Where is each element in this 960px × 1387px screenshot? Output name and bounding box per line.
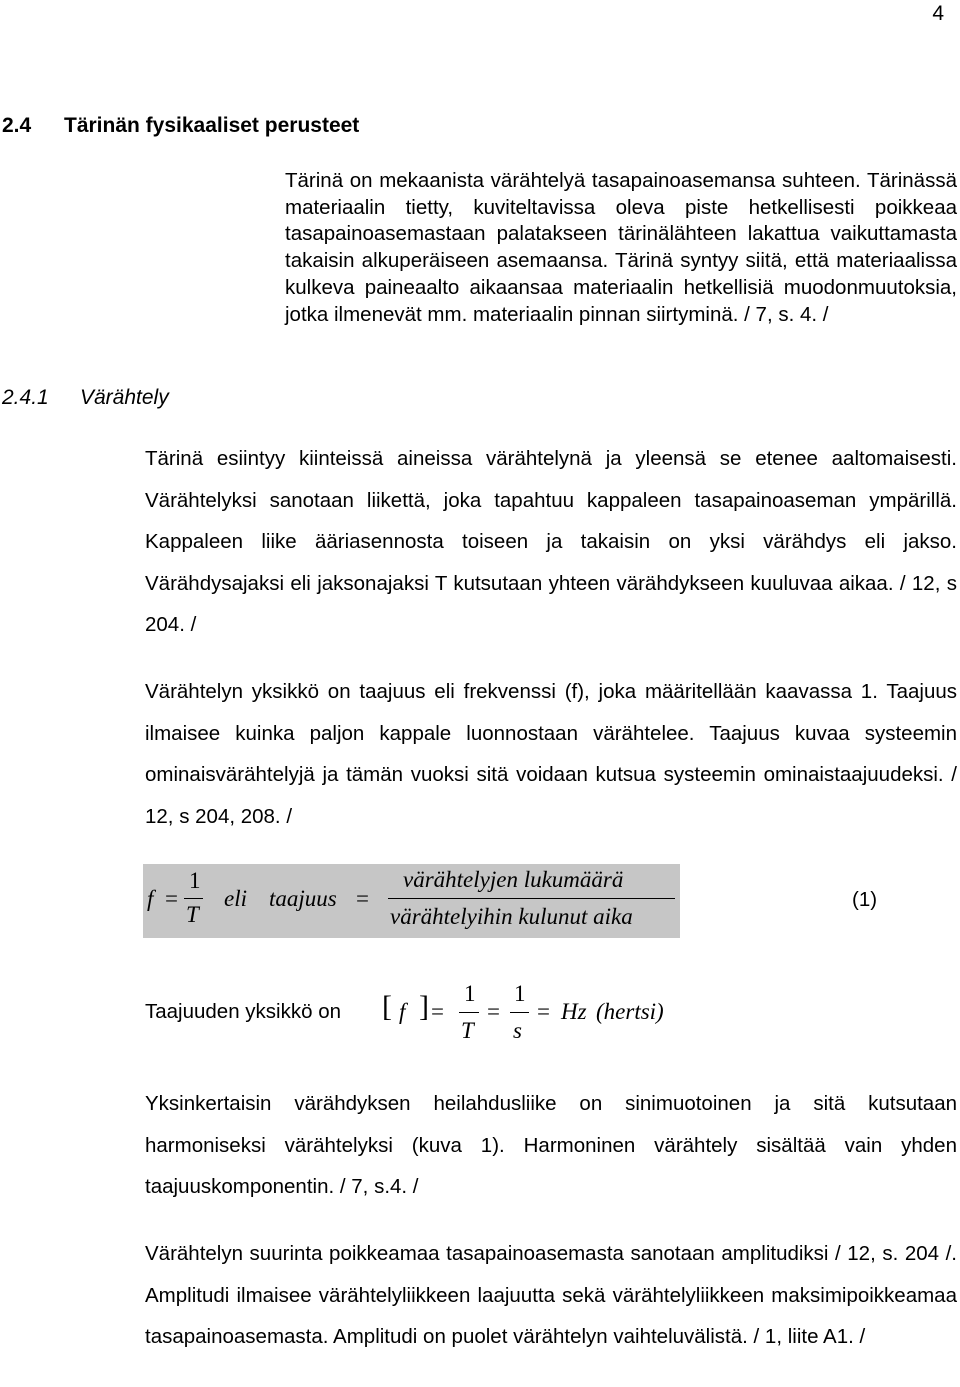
paragraph-intro: Tärinä on mekaanista värähtelyä tasapainoasemansa suhteen. Tärinässä materiaalin tietty, kuviteltavissa oleva piste hetkellisesti poikkeaa tasapainoasemastaan palatakseen tärinälähteen lakattua vaikuttamasta takaisin alkuperäiseen asemaansa. Tärinä syntyy siitä, että materiaalissa kulkeva paineaalto aikaansaa materiaalin hetkellisiä muodonmuutoksia, jotka ilmenevät mm. materiaalin pinnan siirtyminä. / 7, s. 4. / (285, 169, 957, 326)
eq-numerator-text: värähtelyjen lukumäärä (403, 867, 624, 892)
eq-equals-2: = (356, 886, 369, 911)
section-heading (2, 114, 359, 138)
paragraph-amplitude: Värähtelyn suurinta poikkeamaa tasapainoasemasta sanotaan amplitudiksi / 12, s. 204 /. Amplitudi ilmaisee värähtelyliikkeen laajuutta sekä värähtelyliikkeen maksimipoikkeamaa tasapainoasemasta. Amplitudi on puolet värähtelyn vaihteluvälistä. / 1, liite A1. / (145, 1242, 957, 1349)
equation-1 (143, 864, 680, 938)
unit-f: f (399, 999, 406, 1024)
unit-hertsi: (hertsi) (596, 999, 664, 1024)
unit-equals-2: = (487, 999, 500, 1024)
eq-T: T (186, 902, 199, 927)
unit-bracket-close: ] (419, 990, 429, 1023)
unit-hz: Hz (561, 999, 587, 1024)
unit-bracket-open: [ (382, 990, 392, 1023)
eq-fraction-bar-1 (184, 898, 203, 899)
section-number: 2.4 (2, 114, 32, 137)
eq-taajuus: taajuus (269, 886, 337, 911)
eq-f: f (147, 886, 154, 911)
unit-one-1: 1 (464, 981, 476, 1006)
unit-fraction-bar-2 (510, 1012, 529, 1013)
eq-equals-1: = (165, 886, 178, 911)
unit-fraction-bar-1 (459, 1012, 479, 1013)
eq-eli: eli (224, 886, 247, 911)
paragraph-frequency: Värähtelyn yksikkö on taajuus eli frekvenssi (f), joka määritellään kaavassa 1. Taajuus ilmaisee kuinka paljon kappale luonnostaan värähtelee. Taajuus kuvaa systeemin ominaisvärähtelyjä ja tämän vuoksi sitä voidaan kutsua systeemin ominaistaajuudeksi. / 12, s 204, 208. / (145, 680, 957, 828)
subsection-title: Värähtely (80, 386, 169, 409)
eq-fraction-bar-2 (388, 898, 675, 899)
paragraph-vibration: Tärinä esiintyy kiinteissä aineissa värähtelynä ja yleensä se etenee aaltomaisesti. Värähtelyksi sanotaan liikettä, joka tapahtuu kappaleen tasapainoaseman ympärillä. Kappaleen liike ääriasennosta toiseen ja takaisin on yksi värähdys eli jakso. Värähdysajaksi eli jaksonajaksi T kutsutaan yhteen värähdykseen kuuluvaa aikaa. / 12, s 204. / (145, 447, 957, 637)
unit-label: Taajuuden yksikkö on (145, 1000, 342, 1023)
section-title: Tärinän fysikaaliset perusteet (64, 114, 360, 137)
eq-one: 1 (189, 868, 201, 893)
unit-equals-3: = (537, 999, 550, 1024)
unit-T: T (461, 1018, 474, 1043)
subsection-number: 2.4.1 (2, 386, 49, 409)
unit-equals-1: = (431, 999, 444, 1024)
unit-one-2: 1 (514, 981, 526, 1006)
subsection-heading (2, 386, 169, 410)
unit-s: s (513, 1018, 522, 1043)
equation-number: (1) (852, 888, 878, 911)
eq-denominator-text: värähtelyihin kulunut aika (390, 904, 633, 929)
paragraph-harmonic: Yksinkertaisin värähdyksen heilahdusliike on sinimuotoinen ja sitä kutsutaan harmoniseksi värähtelyksi (kuva 1). Harmoninen värähtely sisältää vain yhden taajuuskomponentin. / 7, s.4. / (145, 1092, 957, 1199)
page-number: 4 (932, 2, 944, 25)
